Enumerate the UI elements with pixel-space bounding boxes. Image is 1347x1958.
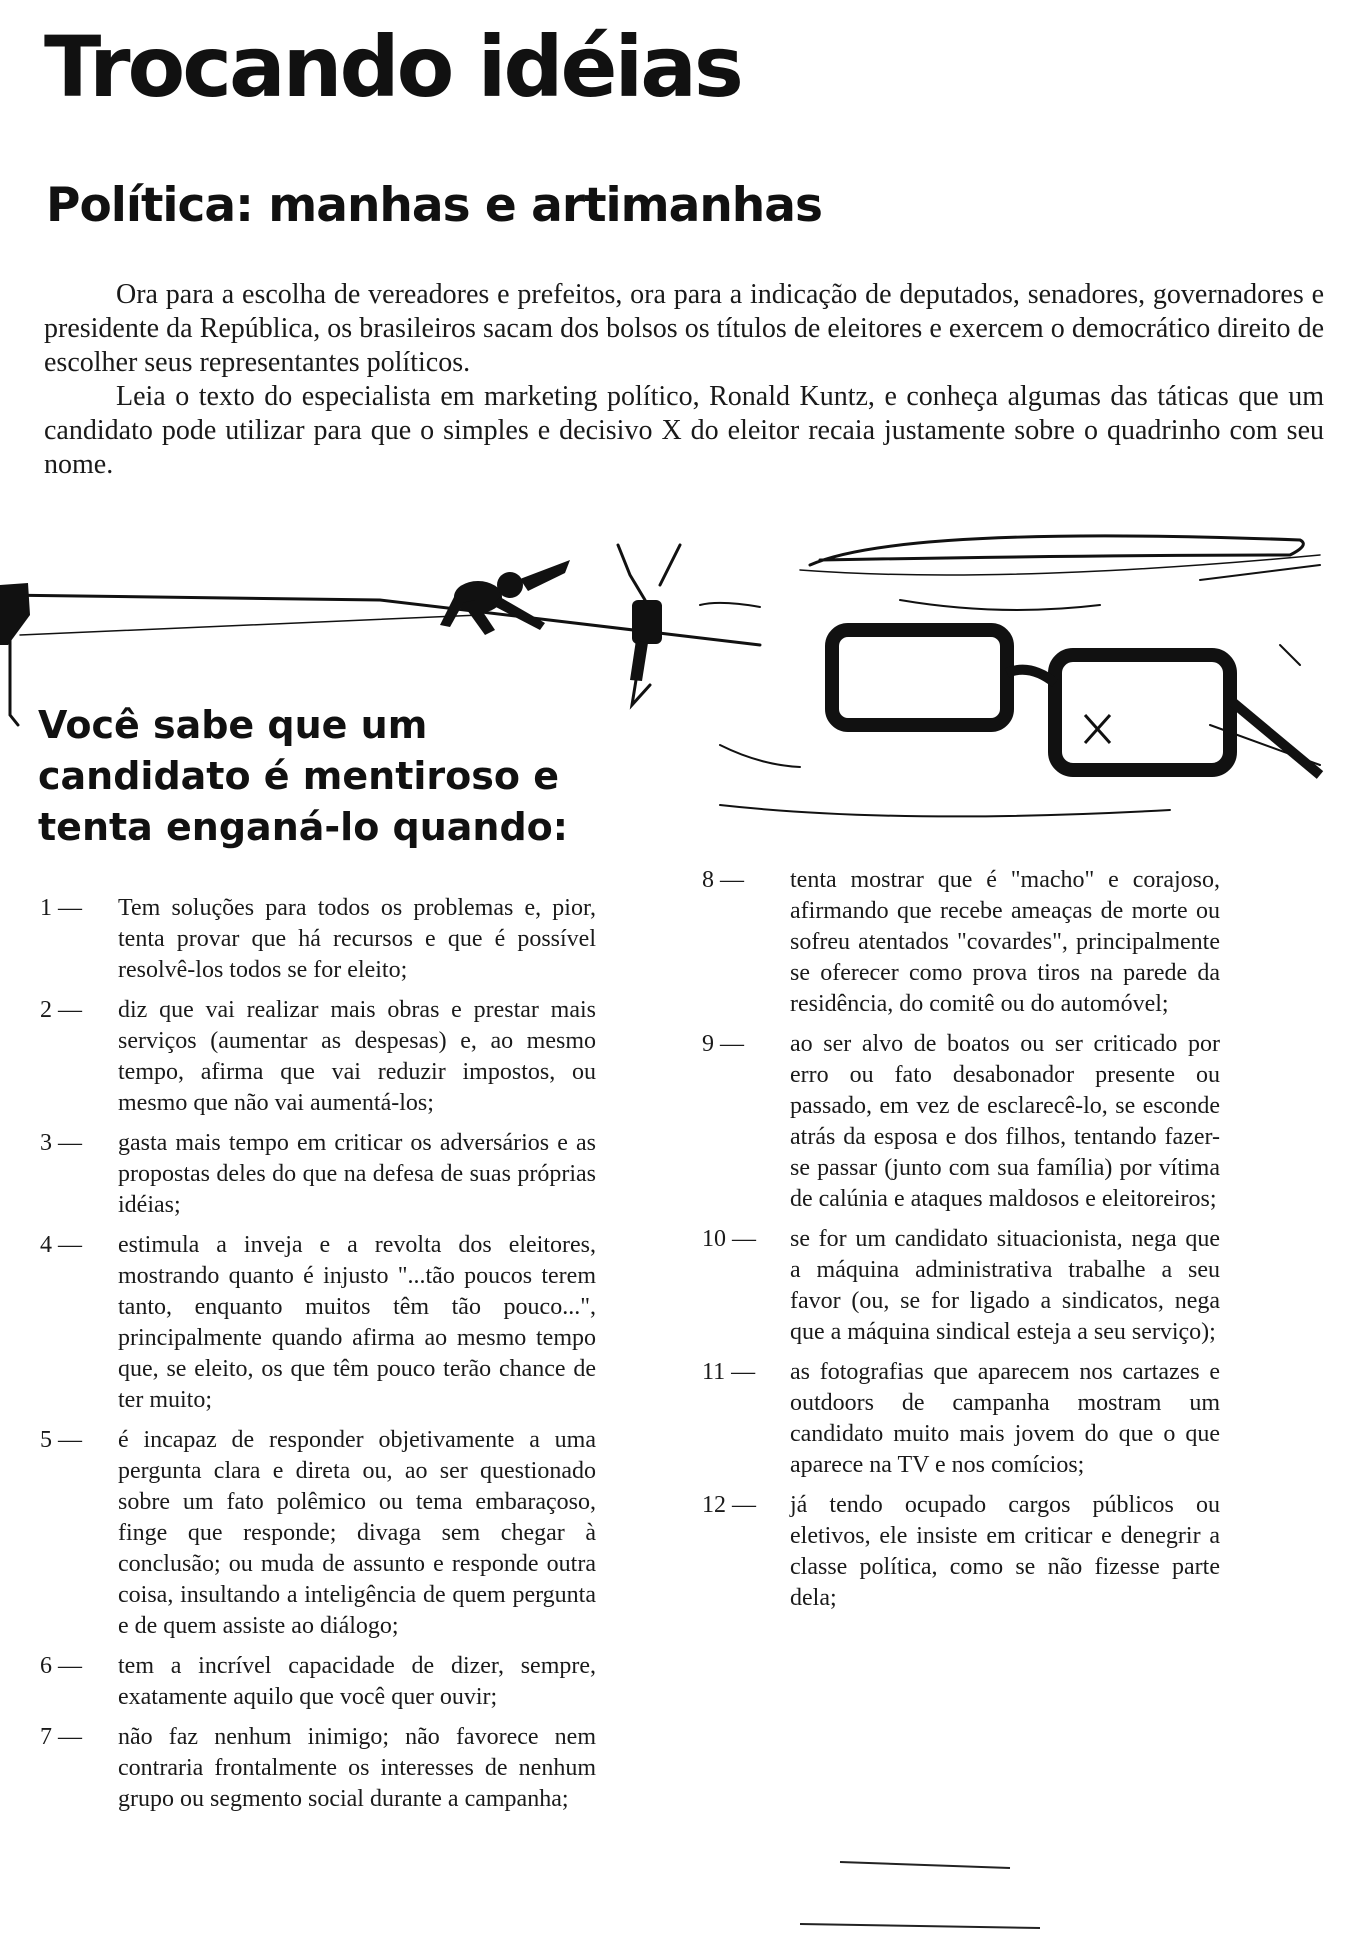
item-text: já tendo ocupado cargos públicos ou eletivos, ele insiste em criticar e denegrir a classe política, como se não fizesse parte dela; — [790, 1492, 1220, 1611]
item-number: 12 — — [702, 1492, 756, 1518]
list-item — [702, 1490, 1220, 1614]
item-text: diz que vai realizar mais obras e prestar mais serviços (aumentar as despesas) e, ao mesmo tempo, afirma que vai reduzir impostos, ou mesmo que não vai aumentá-los; — [118, 997, 596, 1116]
crawling-figure-icon — [440, 560, 570, 635]
tactics-list-right — [702, 865, 1220, 1623]
item-number: 7 — — [40, 1724, 82, 1750]
item-number: 2 — — [40, 997, 82, 1023]
item-number: 6 — — [40, 1653, 82, 1679]
list-item — [40, 1230, 596, 1416]
item-text: estimula a inveja e a revolta dos eleitores, mostrando quanto é injusto "...tão poucos terem tanto, enquanto muitos têm tão pouco...", principalmente quando afirma ao mesmo tempo que, se eleito, os que têm pouco terão chance de ter muito; — [118, 1232, 596, 1413]
list-item — [40, 1128, 596, 1221]
item-number: 8 — — [702, 867, 744, 893]
item-number: 11 — — [702, 1359, 756, 1385]
article-title: Política: manhas e artimanhas — [46, 178, 822, 233]
item-text: as fotografias que aparecem nos cartazes e outdoors de campanha mostram um candidato muito mais jovem do que o que aparece na TV e nos comícios; — [790, 1359, 1220, 1478]
question-heading — [38, 700, 598, 853]
item-text: tem a incrível capacidade de dizer, sempre, exatamente aquilo que você quer ouvir; — [118, 1653, 596, 1710]
item-text: é incapaz de responder objetivamente a uma pergunta clara e direta ou, ao ser questionado sobre um fato polêmico ou tema embaraçoso, finge que responde; divaga sem chegar à conclusão; ou muda de assunto e responde outra coisa, insultando a inteligência de quem pergunta e de quem assiste ao diálogo; — [118, 1427, 596, 1639]
item-text: Tem soluções para todos os problemas e, pior, tenta provar que há recursos e que é possível resolvê-los todos se for eleito; — [118, 895, 596, 983]
item-text: tenta mostrar que é "macho" e corajoso, afirmando que recebe ameaças de morte ou sofreu atentados "covardes", principalmente se oferecer como prova tiros na parede da residência, do comitê ou do automóvel; — [790, 867, 1220, 1017]
item-number: 5 — — [40, 1427, 82, 1453]
hanging-figure-icon — [630, 600, 662, 681]
intro-paragraph: Leia o texto do especialista em marketing político, Ronald Kuntz, e conheça algumas das táticas que um candidato pode utilizar para que o simples e decisivo X do eleitor recaia justamente sobre o quadrinho com seu nome. — [44, 381, 1324, 480]
item-text: ao ser alvo de boatos ou ser criticado por erro ou fato desabonador presente ou passado, em vez de esclarecê-lo, se esconde atrás da esposa e dos filhos, tentando fazer-se passar (junto com sua família) por vítima de calúnia e ataques maldosos e eleitoreiros; — [790, 1031, 1220, 1212]
item-number: 1 — — [40, 895, 82, 921]
list-item — [702, 1357, 1220, 1481]
list-item — [40, 1722, 596, 1815]
question-line: tenta enganá-lo quando: — [38, 805, 568, 849]
question-line: candidato é mentiroso e — [38, 754, 559, 798]
intro-paragraph: Ora para a escolha de vereadores e prefeitos, ora para a indicação de deputados, senadores, governadores e presidente da República, os brasileiros sacam dos bolsos os títulos de eleitores e exercem o democrático direito de escolher seus representantes políticos. — [44, 279, 1324, 378]
list-item — [40, 1425, 596, 1642]
left-figure-icon — [0, 583, 30, 645]
list-item — [40, 995, 596, 1119]
item-text: não faz nenhum inimigo; não favorece nem contraria frontalmente os interesses de nenhum grupo ou segmento social durante a campanha; — [118, 1724, 596, 1812]
item-number: 4 — — [40, 1232, 82, 1258]
decorative-strokes — [780, 1840, 1100, 1950]
item-number: 10 — — [702, 1226, 756, 1252]
list-item — [702, 1224, 1220, 1348]
item-number: 9 — — [702, 1031, 744, 1057]
item-text: gasta mais tempo em criticar os adversários e as propostas deles do que na defesa de suas próprias idéias; — [118, 1130, 596, 1218]
tactics-list-left — [40, 893, 596, 1824]
list-item — [702, 865, 1220, 1020]
list-item — [702, 1029, 1220, 1215]
item-number: 3 — — [40, 1130, 82, 1156]
intro — [44, 278, 1324, 482]
list-item — [40, 893, 596, 986]
section-title: Trocando idéias — [44, 18, 741, 116]
eyeglasses-icon — [832, 630, 1320, 775]
list-item — [40, 1651, 596, 1713]
item-text: se for um candidato situacionista, nega que a máquina administrativa trabalhe a seu favor (ou, se for ligado a sindicatos, nega que a máquina sindical esteja a seu serviço); — [790, 1226, 1220, 1345]
question-line: Você sabe que um — [38, 703, 428, 747]
banner-outline — [810, 536, 1303, 565]
